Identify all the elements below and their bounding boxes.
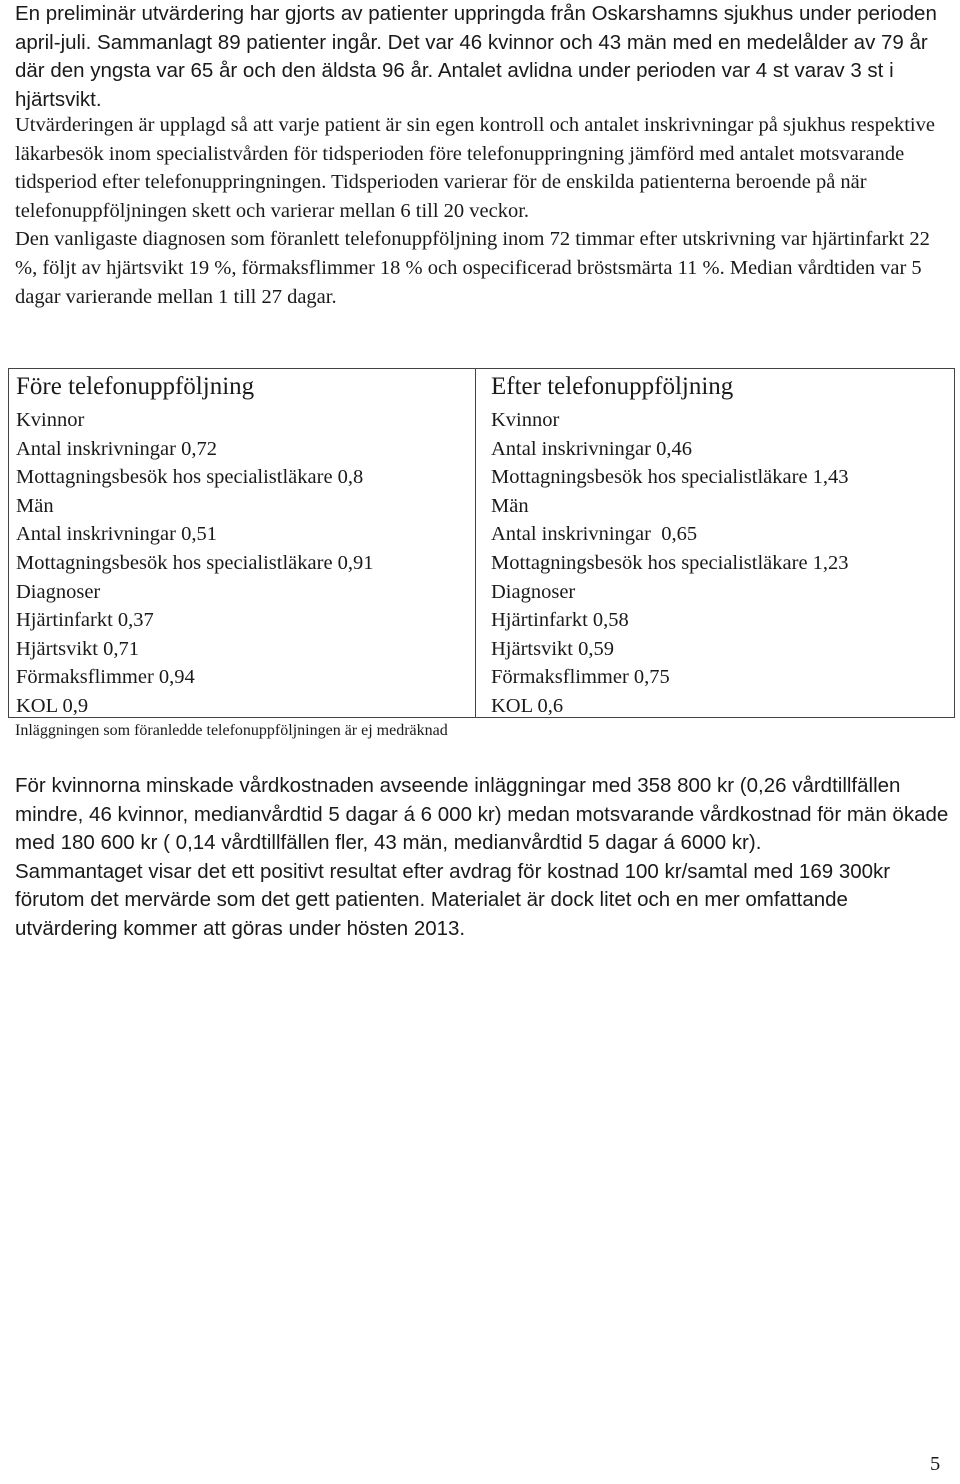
after-diagnosis-item: Hjärtinfarkt 0,58 [491,609,629,632]
before-women-label: Kvinnor [16,409,85,431]
after-men-visits: Mottagningsbesök hos specialistläkare 1,23 [491,551,849,574]
before-heading: Före telefonuppföljning [16,373,255,400]
cost-section [15,772,950,944]
method-section [15,111,950,311]
cost-paragraph: För kvinnorna minskade vårdkostnaden avseende inläggningar med 358 800 kr (0,26 vårdtillfällen mindre, 46 kvinnor, medianvårdtid 5 dagar á 6 000 kr) medan motsvarande vårdkostnad för män ökade med 180 600 kr ( 0,14 vårdtillfällen fler, 43 män, medianvårdtid 5 dagar á 6000 kr). [15,774,949,855]
before-diagnosis-item: Hjärtinfarkt 0,37 [16,609,154,632]
after-women-visits: Mottagningsbesök hos specialistläkare 1,43 [491,466,849,489]
method-paragraph-1: Utvärderingen är upplagd så att varje patient är sin egen kontroll och antalet inskrivningar på sjukhus respektive läkarbesök inom specialistvården för tidsperioden före telefonuppringning jämförd med antalet motsvarande tidsperiod efter telefonuppringningen. Tidsperioden varierar för de enskilda patienterna beroende på när telefonuppföljningen skett och varierar mellan 6 till 20 veckor. [15,114,935,222]
after-men-label: Män [491,494,529,517]
before-men-visits: Mottagningsbesök hos specialistläkare 0,91 [16,551,374,574]
after-diagnosis-item: Förmaksflimmer 0,75 [491,666,670,689]
before-column [16,370,471,721]
column-divider [475,369,476,717]
before-diagnosis-item: KOL 0,9 [16,694,89,717]
summary-paragraph: Sammantaget visar det ett positivt resultat efter avdrag för kostnad 100 kr/samtal med 169 300kr förutom det mervärde som det gett patienten. Materialet är dock litet och en mer omfattande utvärdering kommer att göras under hösten 2013. [15,859,891,940]
before-diagnosis-item: Förmaksflimmer 0,94 [16,666,195,689]
before-women-admissions: Antal inskrivningar 0,72 [16,437,217,460]
intro-paragraph: En preliminär utvärdering har gjorts av patienter uppringda från Oskarshamns sjukhus under perioden april-juli. Sammanlagt 89 patienter ingår. Det var 46 kvinnor och 43 män med en medelålder av 79 år där den yngsta var 65 år och den äldsta 96 år. Antalet avlidna under perioden var 4 st varav 3 st i hjärtsvikt. [15,2,937,111]
after-heading: Efter telefonuppföljning [491,373,734,400]
after-men-admissions: Antal inskrivningar 0,65 [491,523,698,546]
after-women-label: Kvinnor [491,409,560,431]
before-diagnoses-label: Diagnoser [16,580,101,603]
before-diagnosis-item: Hjärtsvikt 0,71 [16,637,139,660]
table-footnote: Inläggningen som föranledde telefonuppföljningen är ej medräknad [15,722,448,739]
after-diagnosis-item: Hjärtsvikt 0,59 [491,637,614,660]
after-diagnoses-label: Diagnoser [491,580,576,603]
page-number: 5 [930,1453,941,1475]
method-paragraph-2: Den vanligaste diagnosen som föranlett telefonuppföljning inom 72 timmar efter utskrivning var hjärtinfarkt 22 %, följt av hjärtsvikt 19 %, förmaksflimmer 18 % och ospecificerad bröstsmärta 11 %. Median vårdtiden var 5 dagar varierande mellan 1 till 27 dagar. [15,228,930,308]
after-diagnosis-item: KOL 0,6 [491,694,564,717]
before-men-admissions: Antal inskrivningar 0,51 [16,523,217,546]
before-men-label: Män [16,494,54,517]
before-women-visits: Mottagningsbesök hos specialistläkare 0,8 [16,466,364,489]
after-column [491,370,946,721]
comparison-table [8,368,955,718]
after-women-admissions: Antal inskrivningar 0,46 [491,437,692,460]
